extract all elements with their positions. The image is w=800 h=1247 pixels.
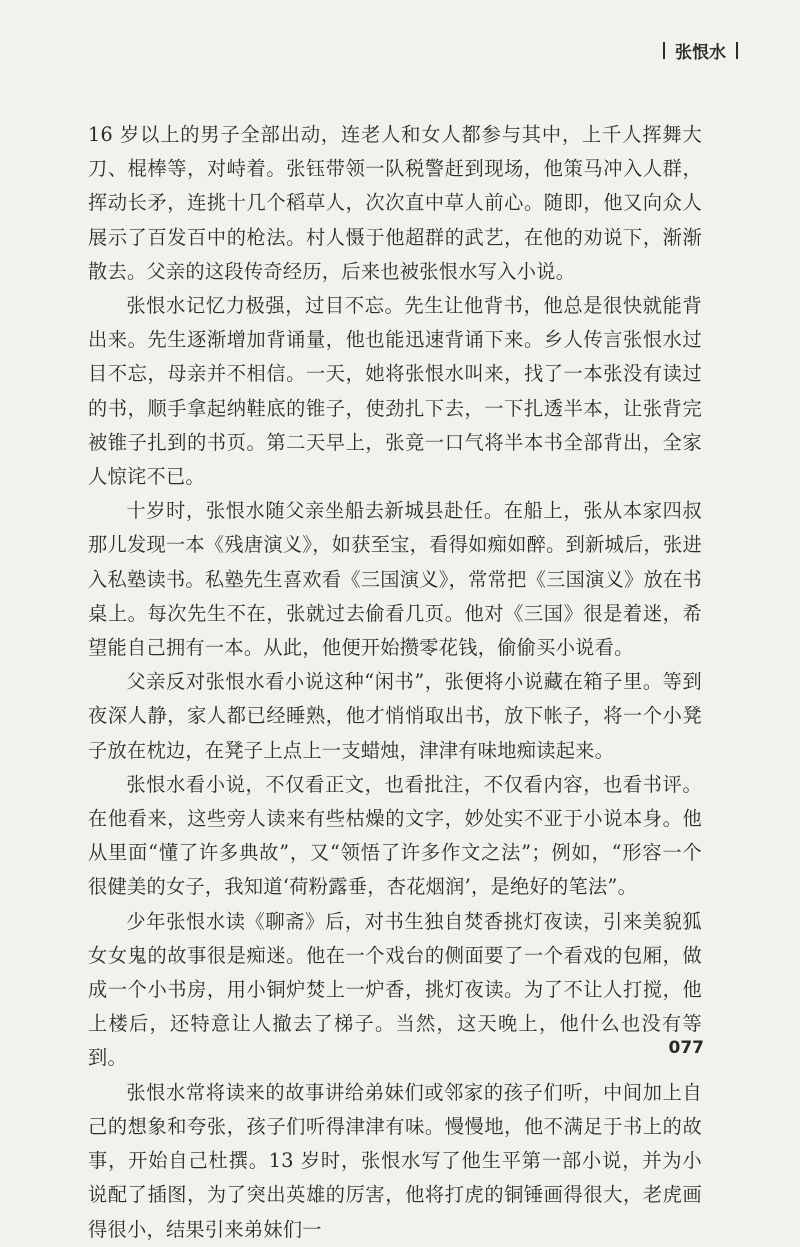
paragraph: 张恨水看小说，不仅看正文，也看批注，不仅看内容，也看书评。在他看来，这些旁人读来有些枯燥的文字，妙处实不亚于小说本身。他从里面“懂了许多典故”，又“领悟了许多作文之法”；例如，“形容一个很健美的女子，我知道‘荷粉露垂，杏花烟润’，是绝好的笔法”。 — [88, 772, 702, 899]
paragraph: 少年张恨水读《聊斋》后，对书生独自焚香挑灯夜读，引来美貌狐女女鬼的故事很是痴迷。他在一个戏台的侧面要了一个看戏的包厢，做成一个小书房，用小铜炉焚上一炉香，挑灯夜读。为了不让人打搅，他上楼后，还特意让人撤去了梯子。当然，这天晚上，他什么也没有等到。 — [88, 909, 702, 1070]
header-bar-left — [663, 42, 665, 59]
paragraph: 张恨水记忆力极强，过目不忘。先生让他背书，他总是很快就能背出来。先生逐渐增加背诵量，他也能迅速背诵下来。乡人传言张恨水过目不忘，母亲并不相信。一天，她将张恨水叫来，找了一本张没有读过的书，顺手拿起纳鞋底的锥子，使劲扎下去，一下扎透半本，让张背完被锥子扎到的书页。第二天早上，张竟一口气将半本书全部背出，全家人惊诧不已。 — [88, 294, 702, 489]
header-bar-right — [736, 42, 738, 59]
running-header — [663, 38, 738, 63]
body-text — [88, 118, 702, 1247]
running-title: 张恨水 — [675, 43, 726, 63]
page-number: 077 — [668, 1038, 704, 1058]
paragraph: 十岁时，张恨水随父亲坐船去新城县赴任。在船上，张从本家四叔那儿发现一本《残唐演义》，如获至宝，看得如痴如醉。到新城后，张进入私塾读书。私塾先生喜欢看《三国演义》，常常把《三国演义》放在书桌上。每次先生不在，张就过去偷看几页。他对《三国》很是着迷，希望能自己拥有一本。从此，他便开始攒零花钱，偷偷买小说看。 — [88, 499, 702, 660]
paragraph-continued: 16 岁以上的男子全部出动，连老人和女人都参与其中，上千人挥舞大刀、棍棒等，对峙着。张钰带领一队税警赶到现场，他策马冲入人群，挥动长矛，连挑十几个稻草人，次次直中草人前心。随即，他又向众人展示了百发百中的枪法。村人慑于他超群的武艺，在他的劝说下，渐渐散去。父亲的这段传奇经历，后来也被张恨水写入小说。 — [88, 123, 702, 283]
paragraph: 父亲反对张恨水看小说这种“闲书”，张便将小说藏在箱子里。等到夜深人静，家人都已经睡熟，他才悄悄取出书，放下帐子，将一个小凳子放在枕边，在凳子上点上一支蜡烛，津津有味地痴读起来。 — [88, 670, 702, 762]
paragraph: 张恨水常将读来的故事讲给弟妹们或邻家的孩子们听，中间加上自己的想象和夸张，孩子们听得津津有味。慢慢地，他不满足于书上的故事，开始自己杜撰。13 岁时，张恨水写了他生平第一部小说，并为小说配了插图，为了突出英雄的厉害，他将打虎的铜锤画得很大，老虎画得很小，结果引来弟妹们一 — [88, 1080, 702, 1241]
